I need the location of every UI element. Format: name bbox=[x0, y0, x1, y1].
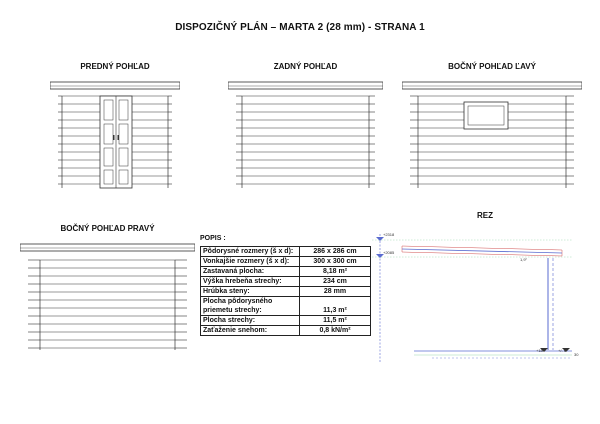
right-view-label: BOČNÝ POHĽAD PRAVÝ bbox=[60, 224, 155, 233]
front-view-drawing bbox=[50, 80, 180, 195]
spec-value: 286 x 286 cm bbox=[300, 247, 371, 257]
spec-value: 11,3 m² bbox=[300, 306, 371, 316]
spec-label: Vonkajšie rozmery (š x d): bbox=[201, 257, 300, 267]
spec-label: Plocha pôdorysného bbox=[201, 297, 300, 307]
spec-row bbox=[201, 247, 371, 257]
section-view-label: REZ bbox=[477, 211, 493, 220]
spec-value: 300 x 300 cm bbox=[300, 257, 371, 267]
spec-heading: POPIS : bbox=[200, 235, 226, 242]
page-title: DISPOZIČNÝ PLÁN – MARTA 2 (28 mm) - STRANA 1 bbox=[175, 22, 425, 33]
section-bottom-b: +/- 0 bbox=[558, 348, 567, 353]
back-view-label: ZADNÝ POHĽAD bbox=[273, 62, 338, 71]
spec-row bbox=[201, 277, 371, 287]
spec-row bbox=[201, 287, 371, 297]
spec-label: Pôdorysné rozmery (š x d): bbox=[201, 247, 300, 257]
spec-value: 8,18 m² bbox=[300, 267, 371, 277]
spec-row bbox=[201, 316, 371, 326]
spec-row bbox=[201, 306, 371, 316]
left-view-drawing bbox=[402, 80, 582, 195]
front-view-label: PREDNÝ POHĽAD bbox=[80, 62, 150, 71]
spec-label: Zastavaná plocha: bbox=[201, 267, 300, 277]
spec-label: Hrúbka steny: bbox=[201, 287, 300, 297]
spec-row bbox=[201, 297, 371, 307]
spec-value: 0,8 kN/m² bbox=[300, 326, 371, 336]
section-level-top: +2318 bbox=[383, 232, 395, 237]
spec-value: 11,5 m² bbox=[300, 316, 371, 326]
section-bottom-c: 30 bbox=[574, 352, 579, 357]
right-view-drawing bbox=[20, 242, 195, 357]
section-bottom-a: +18 bbox=[536, 348, 543, 353]
left-view-label: BOČNÝ POHĽAD ĽAVÝ bbox=[448, 62, 536, 71]
spec-row bbox=[201, 267, 371, 277]
spec-label: Plocha strechy: bbox=[201, 316, 300, 326]
spec-value: 234 cm bbox=[300, 277, 371, 287]
spec-table bbox=[200, 246, 371, 336]
spec-value bbox=[300, 297, 371, 307]
back-view-drawing bbox=[228, 80, 383, 195]
section-level-eave: +2085 bbox=[383, 250, 395, 255]
spec-value: 28 mm bbox=[300, 287, 371, 297]
spec-label: Zaťaženie snehom: bbox=[201, 326, 300, 336]
section-slope: 1,9° bbox=[520, 257, 528, 262]
spec-label: priemetu strechy: bbox=[201, 306, 300, 316]
spec-row bbox=[201, 326, 371, 336]
spec-row bbox=[201, 257, 371, 267]
spec-label: Výška hrebeňa strechy: bbox=[201, 277, 300, 287]
